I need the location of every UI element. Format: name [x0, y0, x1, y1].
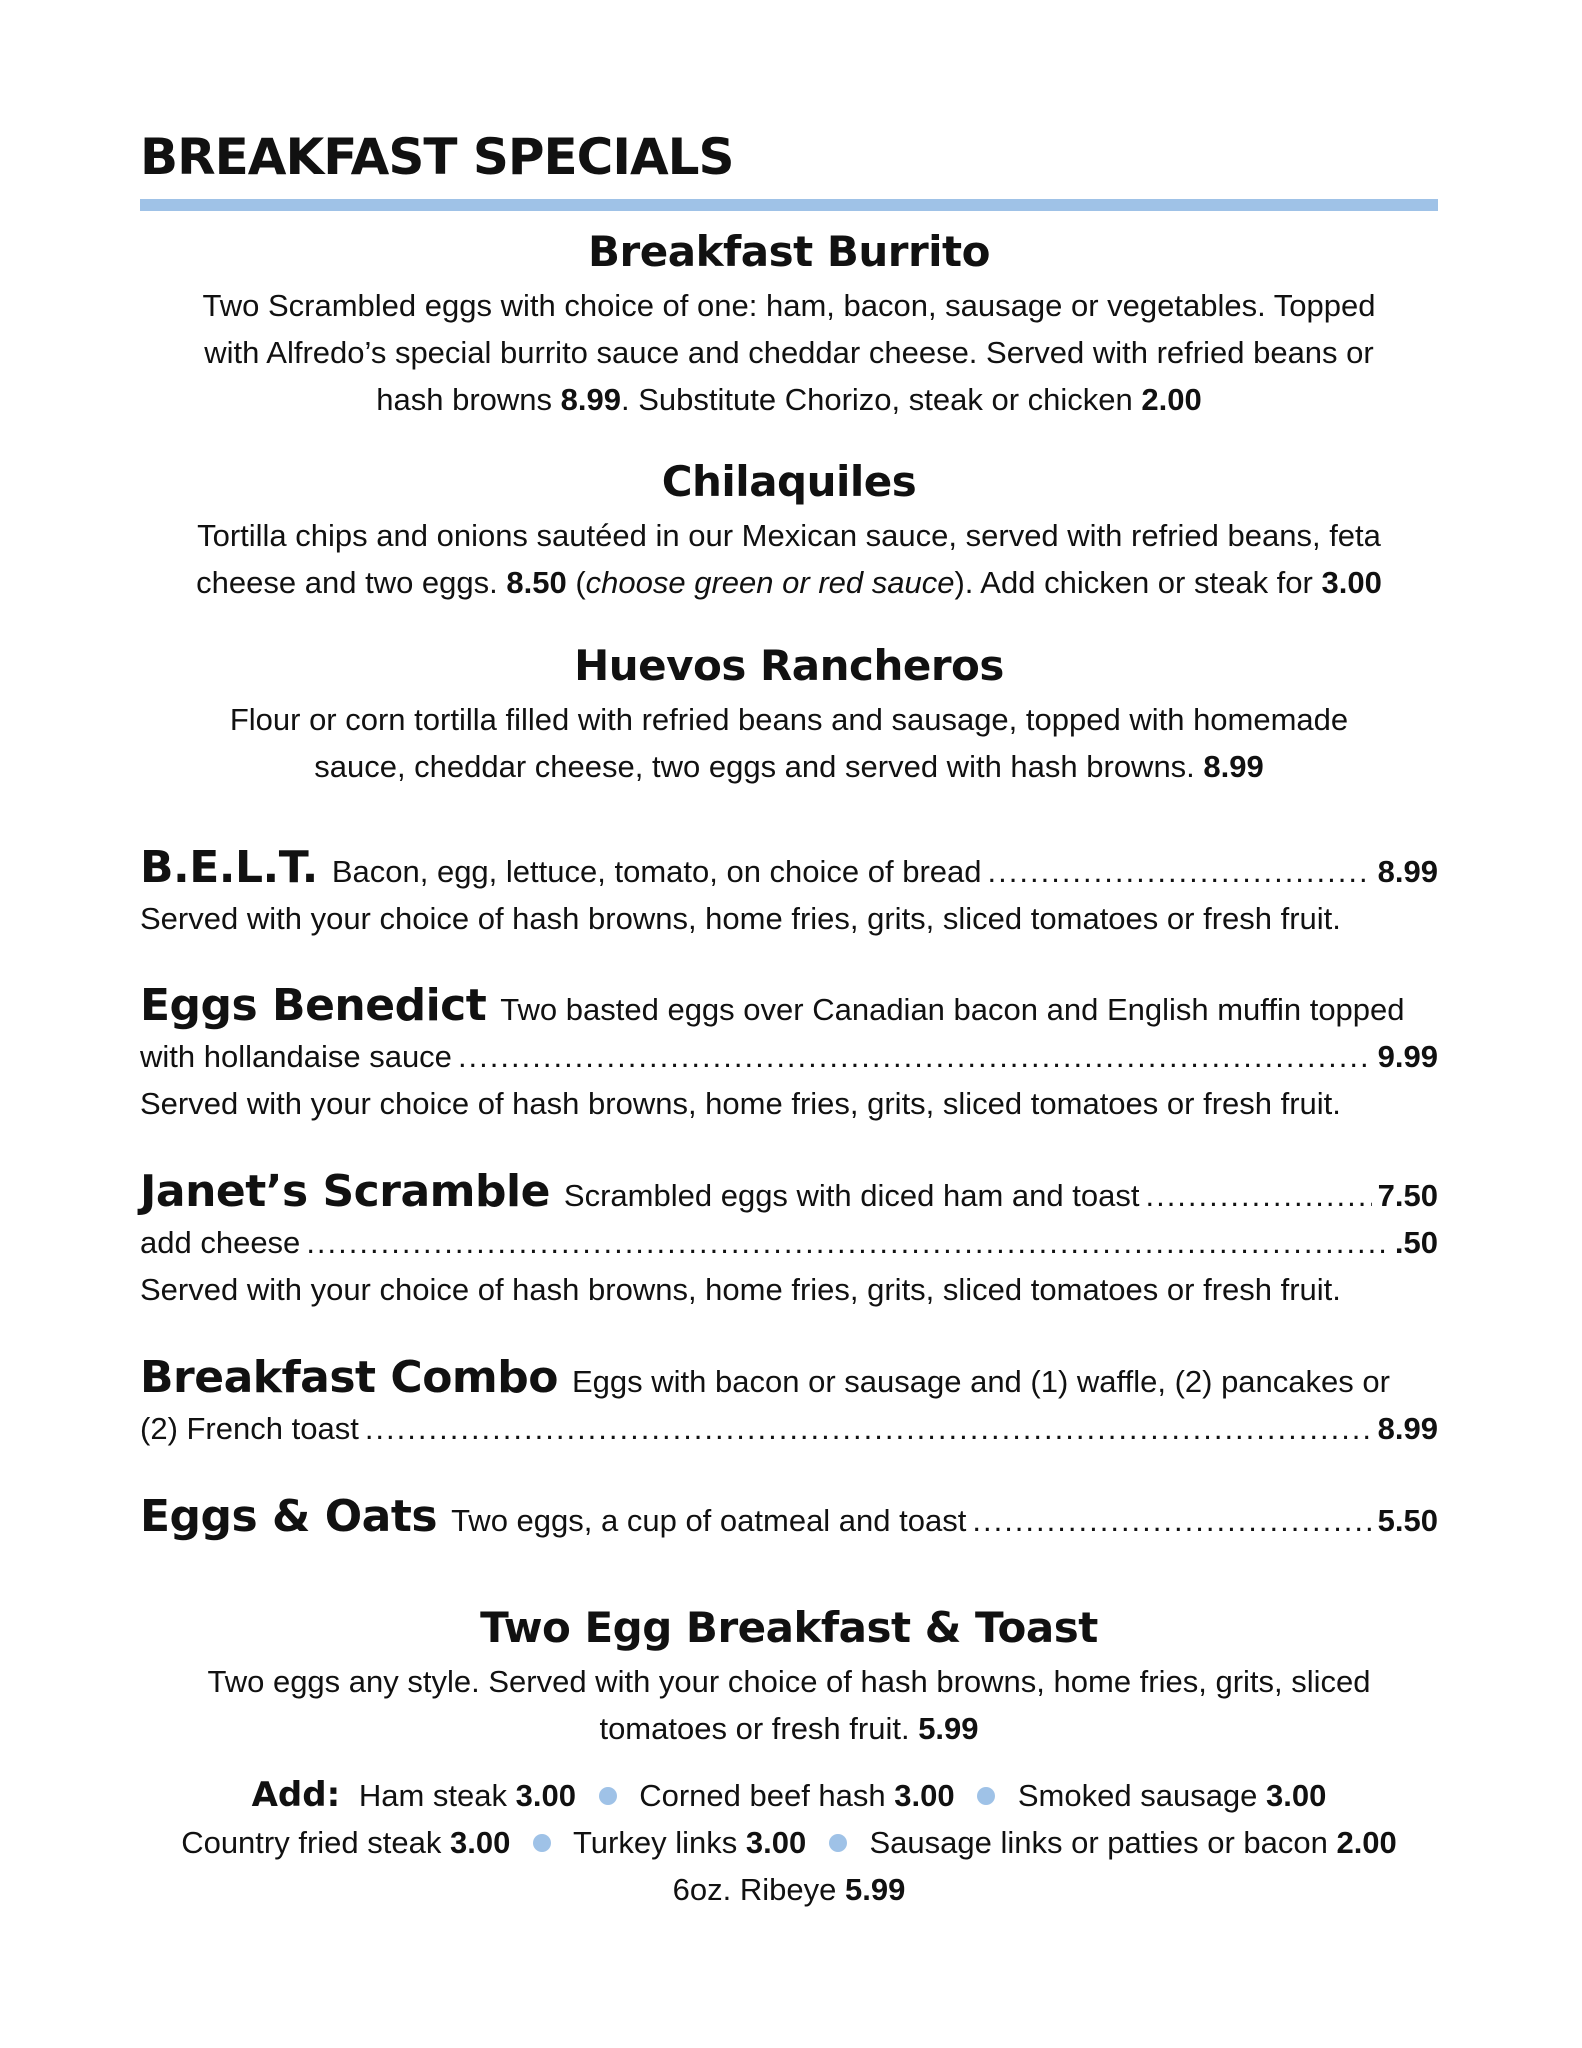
- item-desc: Two eggs, a cup of oatmeal and toast: [451, 1503, 967, 1538]
- add-price: 3.00: [1321, 565, 1382, 600]
- add-ons: [140, 1772, 1438, 1913]
- item-desc-line: Tortilla chips and onions sautéed in our Mexican sauce, served with refried beans, feta: [197, 518, 1381, 553]
- item-price: 8.50: [506, 565, 567, 600]
- item-line: [140, 1405, 1438, 1452]
- add-ons-line: [140, 1772, 1438, 1819]
- substitute-price: 2.00: [1141, 382, 1202, 417]
- item-desc-line: [140, 559, 1438, 606]
- dot-leader: [972, 1497, 1371, 1544]
- item-desc-line: [140, 1705, 1438, 1752]
- item-line: [140, 1033, 1438, 1080]
- bullet-dot-icon: [599, 1787, 617, 1805]
- item-desc-line: Two Scrambled eggs with choice of one: ham, bacon, sausage or vegetables. Topped: [202, 288, 1376, 323]
- title-underline: [140, 199, 1438, 211]
- item-desc-text: ). Add chicken or steak for: [954, 565, 1322, 600]
- add-ons-line: [140, 1819, 1438, 1866]
- item-desc-text: hash browns: [376, 382, 561, 417]
- item-name: B.E.L.T.: [140, 842, 318, 893]
- item-desc: Bacon, egg, lettuce, tomato, on choice of bread: [331, 854, 982, 889]
- addon-price: 3.00: [449, 1825, 511, 1860]
- item-desc: Scrambled eggs with diced ham and toast: [563, 1178, 1140, 1213]
- addon-price: 3.00: [515, 1778, 576, 1813]
- dot-leader: [306, 1219, 1389, 1266]
- addon-price: 2.00: [1336, 1825, 1397, 1860]
- item-desc: Eggs with bacon or sausage and (1) waffle, (2) pancakes or: [572, 1364, 1390, 1399]
- addon-price: 3.00: [1266, 1778, 1327, 1813]
- served-with-note: Served with your choice of hash browns, home fries, grits, sliced tomatoes or fresh fruit.: [140, 1272, 1341, 1307]
- bullet-dot-icon: [533, 1834, 551, 1852]
- item-name: Two Egg Breakfast & Toast: [480, 1603, 1098, 1652]
- item-desc-line: Flour or corn tortilla filled with refried beans and sausage, topped with homemade: [229, 702, 1349, 737]
- addon-name: Ham steak: [358, 1778, 516, 1813]
- addon-name: Smoked sausage: [1017, 1778, 1267, 1813]
- item-price: 8.99: [1377, 854, 1438, 889]
- item-desc: with hollandaise sauce: [140, 1039, 452, 1074]
- item-desc-line: Two eggs any style. Served with your choice of hash browns, home fries, grits, sliced: [207, 1664, 1371, 1699]
- item-name: Huevos Rancheros: [574, 641, 1004, 690]
- add-ons-label: Add:: [251, 1775, 341, 1815]
- addon-name: 6oz. Ribeye: [672, 1872, 845, 1907]
- item-price: 8.99: [1203, 749, 1264, 784]
- item-name: Eggs & Oats: [140, 1491, 438, 1542]
- menu-item-huevos-rancheros: [140, 636, 1438, 790]
- item-desc-line: [140, 743, 1438, 790]
- item-price: 5.50: [1377, 1503, 1438, 1538]
- item-line: [140, 1493, 1438, 1544]
- item-desc-line: [140, 376, 1438, 423]
- item-desc-text: sauce, cheddar cheese, two eggs and served with hash browns.: [314, 749, 1204, 784]
- item-desc-line: with Alfredo’s special burrito sauce and cheddar cheese. Served with refried beans or: [204, 335, 1374, 370]
- menu-item-eggs-benedict: [140, 982, 1438, 1127]
- menu-item-janets-scramble: [140, 1168, 1438, 1313]
- item-desc-text: cheese and two eggs.: [196, 565, 507, 600]
- sauce-note: choose green or red sauce: [585, 565, 955, 600]
- dot-leader: [365, 1405, 1372, 1452]
- addon-name: Country fried steak: [181, 1825, 450, 1860]
- item-line: [140, 982, 1438, 1033]
- item-desc-text: . Substitute Chorizo, steak or chicken: [621, 382, 1142, 417]
- item-desc-text: tomatoes or fresh fruit.: [599, 1711, 919, 1746]
- menu-item-breakfast-burrito: [140, 222, 1438, 423]
- item-price: 7.50: [1377, 1178, 1438, 1213]
- item-name: Chilaquiles: [661, 457, 917, 506]
- item-desc: (2) French toast: [140, 1411, 359, 1446]
- add-cheese-label: add cheese: [140, 1225, 301, 1260]
- item-price: 8.99: [1377, 1411, 1438, 1446]
- add-ons-line: [140, 1866, 1438, 1913]
- item-line: [140, 1168, 1438, 1219]
- menu-item-eggs-oats: [140, 1493, 1438, 1544]
- item-line: [140, 1219, 1438, 1266]
- item-price: 8.99: [560, 382, 622, 417]
- addon-name: Turkey links: [573, 1825, 746, 1860]
- dot-leader: [1145, 1172, 1371, 1219]
- bullet-dot-icon: [977, 1787, 995, 1805]
- menu-item-belt: [140, 844, 1438, 942]
- item-name: Breakfast Burrito: [588, 227, 990, 276]
- item-desc-text: (: [566, 565, 586, 600]
- addon-price: 5.99: [844, 1872, 906, 1907]
- menu-item-breakfast-combo: [140, 1354, 1438, 1452]
- addon-name: Sausage links or patties or bacon: [869, 1825, 1337, 1860]
- item-name: Breakfast Combo: [140, 1352, 558, 1403]
- addon-price: 3.00: [745, 1825, 807, 1860]
- item-name: Janet’s Scramble: [140, 1166, 550, 1217]
- addon-price: 3.00: [894, 1778, 955, 1813]
- add-cheese-price: .50: [1394, 1225, 1438, 1260]
- served-with-note: Served with your choice of hash browns, home fries, grits, sliced tomatoes or fresh fruit.: [140, 901, 1341, 936]
- item-name: Eggs Benedict: [140, 980, 487, 1031]
- menu-item-two-egg-breakfast: [140, 1598, 1438, 1752]
- menu-item-chilaquiles: [140, 452, 1438, 606]
- bullet-dot-icon: [829, 1834, 847, 1852]
- addon-name: Corned beef hash: [639, 1778, 895, 1813]
- item-line: [140, 1354, 1438, 1405]
- served-with-note: Served with your choice of hash browns, home fries, grits, sliced tomatoes or fresh fruit.: [140, 1086, 1341, 1121]
- item-line: [140, 844, 1438, 895]
- item-price: 5.99: [918, 1711, 979, 1746]
- item-price: 9.99: [1377, 1039, 1438, 1074]
- dot-leader: [458, 1033, 1372, 1080]
- dot-leader: [988, 848, 1372, 895]
- item-desc: Two basted eggs over Canadian bacon and English muffin topped: [500, 992, 1405, 1027]
- page-title: BREAKFAST SPECIALS: [140, 128, 734, 186]
